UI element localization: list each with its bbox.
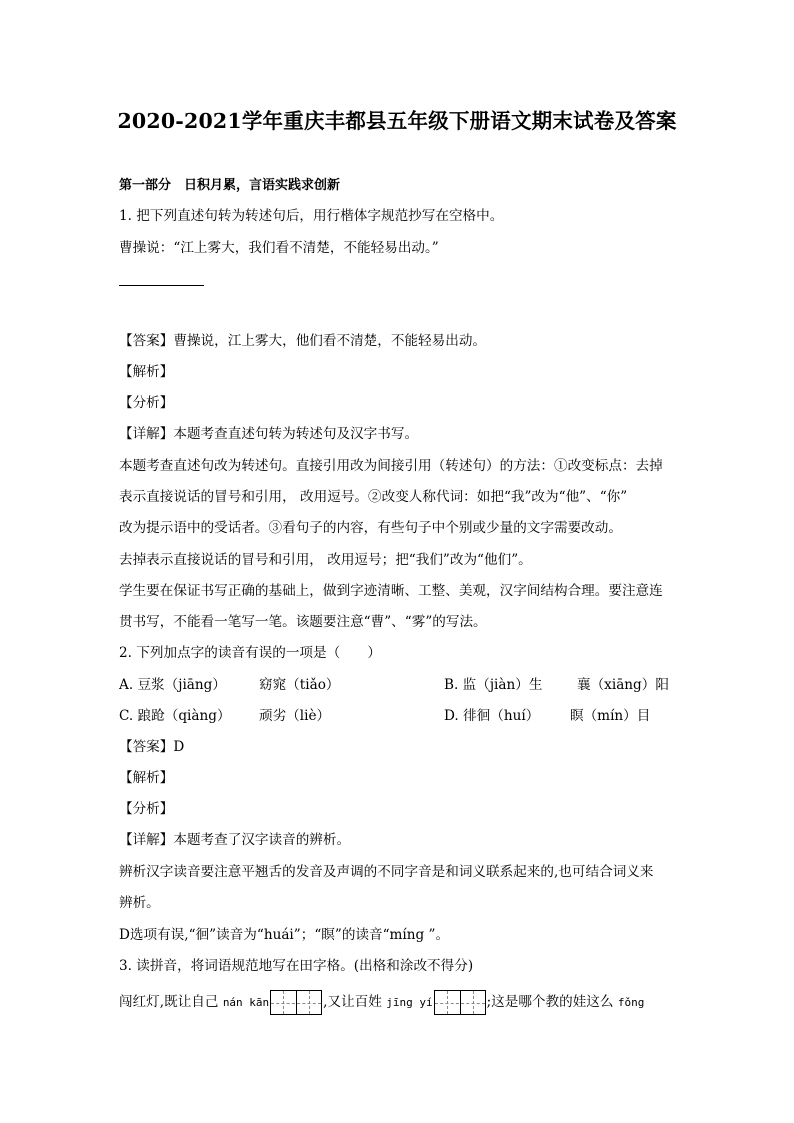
q1-answer-blank bbox=[119, 285, 204, 286]
page-title: 2020-2021学年重庆丰都县五年级下册语文期末试卷及答案 bbox=[117, 109, 677, 133]
q1-explanation-line: 表示直接说话的冒号和引用， 改用逗号。②改变人称代词：如把“我”改为“他”、“你” bbox=[119, 489, 628, 505]
q1-answer: 【答案】曹操说，江上雾大，他们看不清楚，不能轻易出动。 bbox=[119, 333, 487, 349]
q2-option-d-1: D. 徘徊（huí） bbox=[444, 708, 540, 724]
q1-xiangjie: 【详解】本题考查直述句转为转述句及汉字书写。 bbox=[119, 426, 419, 442]
q3-pinyin: jīng yí bbox=[386, 996, 433, 1009]
q2-prompt: 2. 下列加点字的读音有误的一项是（ ） bbox=[119, 645, 381, 661]
q3-fill-line bbox=[119, 990, 644, 1015]
q1-explanation-line: 贯书写，不能看一笔写一笔。该题要注意“曹”、“雾”的写法。 bbox=[119, 614, 487, 630]
q2-explanation-line: 辨析汉字读音要注意平翘舌的发音及声调的不同字音是和词义联系起来的,也可结合词义来 bbox=[119, 864, 654, 880]
q2-option-c-1: C. 踉跄（qiàng） bbox=[119, 708, 231, 724]
q1-explanation-line: 改为提示语中的受话者。③看句子的内容，有些句子中个别或少量的文字需要改动。 bbox=[119, 520, 622, 536]
q3-text: 闯红灯,既让自己 bbox=[119, 994, 219, 1010]
q2-option-b-2: 襄（xiāng）阳 bbox=[577, 677, 669, 693]
q2-xiangjie: 【详解】本题考查了汉字读音的辨析。 bbox=[119, 832, 351, 848]
q3-text: ,又让百姓 bbox=[323, 994, 382, 1010]
q1-fenxi: 【分析】 bbox=[119, 395, 174, 411]
q1-explanation-line: 学生要在保证书写正确的基础上，做到字迹清晰、工整、美观，汉字间结构合理。要注意连 bbox=[119, 583, 663, 599]
q1-explanation-line: 去掉表示直接说话的冒号和引用， 改用逗号；把“我们”改为“他们”。 bbox=[119, 552, 532, 568]
q2-answer: 【答案】D bbox=[119, 739, 185, 755]
q1-prompt: 1. 把下列直述句转为转述句后，用行楷体字规范抄写在空格中。 bbox=[119, 208, 504, 224]
q2-option-d-2: 瞑（mín）目 bbox=[570, 708, 651, 724]
q3-pinyin: nán kān bbox=[222, 996, 270, 1009]
q2-fenxi: 【分析】 bbox=[119, 801, 174, 817]
q1-jiexi: 【解析】 bbox=[119, 364, 174, 380]
q2-option-c-2: 顽劣（liè） bbox=[259, 708, 331, 724]
tianzige-grid[interactable] bbox=[434, 990, 486, 1015]
q3-pinyin: fǒng bbox=[617, 996, 645, 1009]
q1-explanation-line: 本题考查直述句改为转述句。直接引用改为间接引用（转述句）的方法：①改变标点：去掉 bbox=[119, 458, 663, 474]
q2-option-a-1: A. 豆浆（jiāng） bbox=[119, 677, 226, 693]
q2-option-b-1: B. 监（jiàn）生 bbox=[444, 677, 543, 693]
q2-option-a-2: 窈窕（tiǎo） bbox=[259, 677, 340, 693]
q2-explanation-line: 辨析。 bbox=[119, 895, 160, 911]
q2-jiexi: 【解析】 bbox=[119, 770, 174, 786]
q3-text: ;这是哪个教的娃这么 bbox=[486, 994, 614, 1010]
q3-prompt: 3. 读拼音，将词语规范地写在田字格。(出格和涂改不得分) bbox=[119, 958, 474, 974]
section-heading: 第一部分 日积月累，言语实践求创新 bbox=[119, 178, 341, 193]
tianzige-grid[interactable] bbox=[270, 990, 322, 1015]
q2-explanation-line: D选项有误,“徊”读音为“huái”；“瞑”的读音“míng ”。 bbox=[119, 927, 450, 943]
q1-sentence: 曹操说：“江上雾大，我们看不清楚，不能轻易出动。” bbox=[119, 240, 439, 256]
